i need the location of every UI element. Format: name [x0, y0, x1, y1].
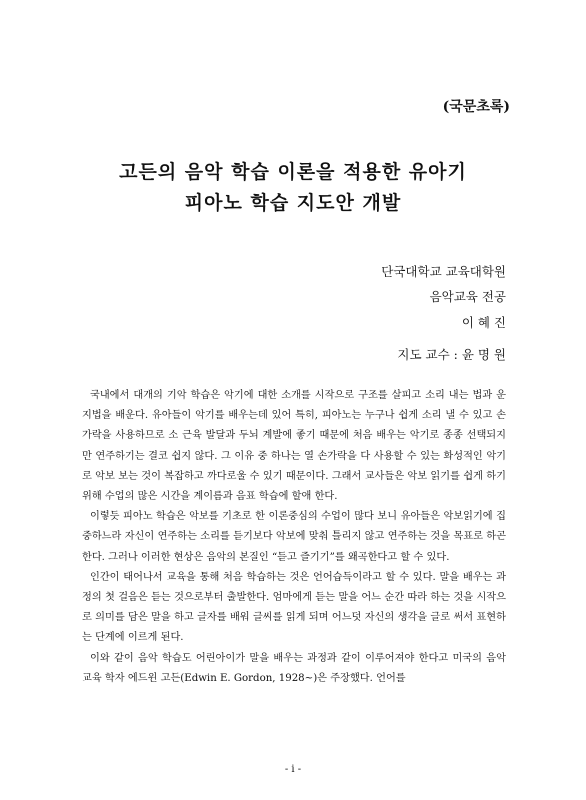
thesis-title-line-1: 고든의 음악 학습 이론을 적용한 유아기 — [119, 161, 467, 183]
abstract-label: (국문초록) — [442, 99, 510, 115]
author-institution: 단국대학교 교육대학원 — [381, 264, 506, 279]
advisor-name: 지도 교수 : 윤 명 원 — [397, 347, 506, 362]
page-number: - i - — [284, 764, 302, 775]
abstract-paragraph: 인간이 태어나서 교육을 통해 처음 학습하는 것은 언어습득이라고 할 수 있다. 말을 배우는 과정의 첫 걸음은 듣는 것으로부터 출발한다. 엄마에게 듣는 말을 어느 순간 따라 하는 것을 시작으로 의미를 담은 말을 하고 글자를 배워 글씨를 읽게 되며 어느덧 자신의 생각을 글로 써서 표현하는 단계에 이르게 된다. — [82, 571, 506, 644]
thesis-title-line-2: 피아노 학습 지도안 개발 — [184, 192, 402, 214]
abstract-body — [82, 386, 506, 689]
author-major: 음악교육 전공 — [429, 289, 506, 304]
abstract-paragraph: 이와 같이 음악 학습도 어린아이가 말을 배우는 과정과 같이 이루어져야 한다고 미국의 음악 교육 학자 에드윈 고든(Edwin E. Gordon, 1928~)은 주장했다. 언어를 — [82, 652, 506, 684]
author-name: 이 혜 진 — [461, 315, 506, 330]
abstract-paragraph: 국내에서 대개의 기악 학습은 악기에 대한 소개를 시작으로 구조를 살피고 소리 내는 법과 운지법을 배운다. 유아들이 악기를 배우는데 있어 특히, 피아노는 누구나 쉽게 소리 낼 수 있고 손가락을 사용하므로 소 근육 발달과 두뇌 계발에 좋기 때문에 처음 배우는 악기로 종종 선택되지만 연주하기는 결코 쉽지 않다. 그 이유 중 하나는 열 손가락을 다 사용할 수 있는 화성적인 악기로 악보 보는 것이 복잡하고 까다로울 수 있기 때문이다. 그래서 교사들은 악보 읽기를 쉽게 하기 위해 수업의 많은 시간을 계이름과 음표 학습에 할애 한다. — [82, 390, 506, 503]
abstract-paragraph: 이렇듯 피아노 학습은 악보를 기초로 한 이론중심의 수업이 많다 보니 유아들은 악보읽기에 집중하느라 자신이 연주하는 소리를 듣기보다 악보에 맞춰 틀리지 않고 연주하는 것을 목표로 하곤 한다. 그러나 이러한 현상은 음악의 본질인 “듣고 즐기기”를 왜곡한다고 할 수 있다. — [82, 511, 506, 563]
